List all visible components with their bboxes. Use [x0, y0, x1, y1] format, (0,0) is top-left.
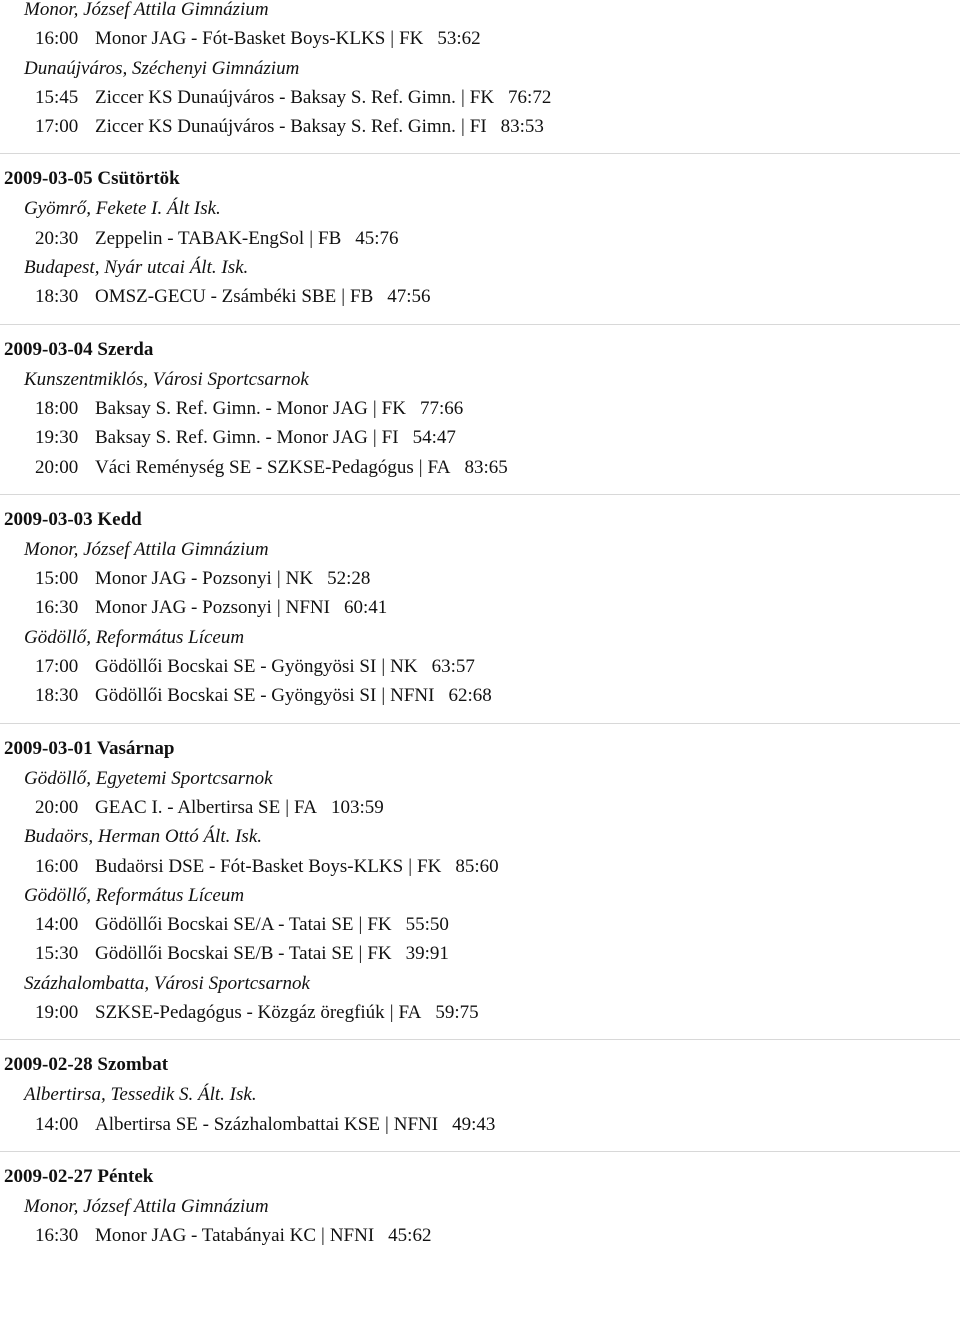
venue-name: Gödöllő, Egyetemi Sportcsarnok	[24, 767, 273, 789]
separator: |	[389, 1002, 394, 1024]
game-category: FK	[417, 855, 442, 877]
game-row	[35, 282, 960, 311]
game-teams: Ziccer KS Dunaújváros - Baksay S. Ref. Gimn.	[95, 86, 456, 108]
game-category: FI	[469, 116, 487, 138]
game-row	[35, 793, 960, 822]
day-date-heading: 2009-03-03 Kedd	[4, 508, 142, 530]
game-row	[35, 224, 960, 253]
day-date-heading: 2009-02-27 Péntek	[4, 1165, 154, 1187]
game-time: 18:30	[35, 286, 79, 308]
game-score: 47:56	[387, 286, 431, 308]
separator: |	[460, 116, 465, 138]
game-category: FA	[427, 456, 451, 478]
day-section	[0, 164, 960, 311]
separator: |	[285, 796, 290, 818]
game-category: NFNI	[393, 1113, 439, 1135]
game-row	[35, 1110, 960, 1139]
game-category: FK	[399, 28, 424, 50]
game-time: 14:00	[35, 1113, 79, 1135]
separator: |	[408, 855, 413, 877]
game-score: 52:28	[327, 568, 371, 590]
game-score: 59:75	[435, 1002, 479, 1024]
day-section	[0, 1050, 960, 1139]
game-category: NFNI	[285, 597, 330, 619]
day-section	[0, 0, 960, 141]
game-teams: SZKSE-Pedagógus - Közgáz öregfiúk	[95, 1002, 385, 1024]
game-teams: Gödöllői Bocskai SE - Gyöngyösi SI	[95, 685, 377, 707]
game-time: 16:00	[35, 855, 79, 877]
game-row	[35, 939, 960, 968]
game-row	[35, 593, 960, 622]
day-divider	[0, 1151, 960, 1152]
day-section	[0, 734, 960, 1028]
game-teams: Ziccer KS Dunaújváros - Baksay S. Ref. Gimn.	[95, 116, 456, 138]
game-row	[35, 112, 960, 141]
game-category: NK	[390, 656, 418, 678]
game-score: 55:50	[405, 914, 449, 936]
venue-name: Gyömrő, Fekete I. Ált Isk.	[24, 198, 221, 220]
venue-name: Monor, József Attila Gimnázium	[24, 538, 269, 560]
day-section	[0, 335, 960, 482]
game-row	[35, 681, 960, 710]
game-score: 54:47	[412, 427, 456, 449]
game-score: 77:66	[419, 397, 464, 419]
game-teams: Budaörsi DSE - Fót-Basket Boys-KLKS	[95, 855, 404, 877]
separator: |	[309, 227, 314, 249]
separator: |	[276, 597, 281, 619]
day-date-heading: 2009-03-05 Csütörtök	[4, 168, 180, 190]
game-time: 16:30	[35, 597, 79, 619]
game-category: FK	[367, 914, 392, 936]
game-row	[35, 423, 960, 452]
game-time: 20:00	[35, 456, 79, 478]
game-score: 85:60	[455, 855, 499, 877]
game-category: NFNI	[390, 685, 435, 707]
game-row	[35, 852, 960, 881]
venue-name: Budaörs, Herman Ottó Ált. Isk.	[24, 826, 263, 848]
separator: |	[381, 656, 386, 678]
separator: |	[460, 86, 465, 108]
game-row	[35, 24, 960, 53]
day-date-heading: 2009-02-28 Szombat	[4, 1054, 169, 1076]
game-teams: Albertirsa SE - Százhalombattai KSE	[95, 1113, 380, 1135]
game-row	[35, 652, 960, 681]
game-row	[35, 910, 960, 939]
game-teams: Baksay S. Ref. Gimn. - Monor JAG	[95, 397, 368, 419]
game-category: FK	[469, 86, 495, 108]
game-category: FK	[381, 397, 406, 419]
game-row	[35, 394, 960, 423]
game-score: 103:59	[330, 796, 384, 818]
game-score: 39:91	[405, 943, 449, 965]
game-teams: OMSZ-GECU - Zsámbéki SBE	[95, 286, 337, 308]
game-category: FA	[294, 796, 317, 818]
venue-name: Kunszentmiklós, Városi Sportcsarnok	[24, 368, 309, 390]
game-category: FB	[318, 227, 342, 249]
game-time: 20:30	[35, 227, 79, 249]
game-score: 49:43	[452, 1113, 496, 1135]
game-score: 45:62	[388, 1225, 432, 1247]
game-score: 83:65	[464, 456, 508, 478]
separator: |	[276, 568, 281, 590]
separator: |	[418, 456, 423, 478]
game-score: 62:68	[448, 685, 492, 707]
game-time: 17:00	[35, 656, 79, 678]
game-row	[35, 83, 960, 112]
game-time: 19:30	[35, 427, 79, 449]
game-category: FA	[398, 1002, 422, 1024]
game-teams: Monor JAG - Pozsonyi	[95, 568, 272, 590]
game-row	[35, 453, 960, 482]
separator: |	[341, 286, 345, 308]
venue-name: Budapest, Nyár utcai Ált. Isk.	[24, 257, 249, 279]
game-score: 83:53	[500, 116, 544, 138]
game-time: 14:00	[35, 914, 79, 936]
separator: |	[372, 397, 377, 419]
day-section	[0, 505, 960, 711]
game-time: 18:00	[35, 397, 79, 419]
venue-name: Albertirsa, Tessedik S. Ált. Isk.	[24, 1084, 257, 1106]
game-time: 18:30	[35, 685, 79, 707]
separator: |	[381, 685, 386, 707]
game-teams: Zeppelin - TABAK-EngSol	[95, 227, 305, 249]
venue-name: Gödöllő, Református Líceum	[24, 884, 245, 906]
game-score: 45:76	[355, 227, 399, 249]
game-teams: Monor JAG - Tatabányai KC	[95, 1225, 317, 1247]
day-section	[0, 1162, 960, 1251]
game-row	[35, 564, 960, 593]
game-category: FK	[367, 943, 392, 965]
day-divider	[0, 723, 960, 724]
game-category: NFNI	[329, 1225, 375, 1247]
separator: |	[321, 1225, 325, 1247]
day-date-heading: 2009-03-01 Vasárnap	[4, 737, 175, 759]
game-time: 19:00	[35, 1002, 79, 1024]
game-category: NK	[285, 568, 314, 590]
game-score: 53:62	[437, 28, 481, 50]
day-divider	[0, 1039, 960, 1040]
day-divider	[0, 494, 960, 495]
game-score: 76:72	[508, 86, 552, 108]
game-category: FB	[350, 286, 374, 308]
game-score: 63:57	[431, 656, 475, 678]
venue-name: Dunaújváros, Széchenyi Gimnázium	[24, 57, 300, 79]
game-teams: Monor JAG - Fót-Basket Boys-KLKS	[95, 28, 386, 50]
separator: |	[372, 427, 377, 449]
game-teams: Gödöllői Bocskai SE - Gyöngyösi SI	[95, 656, 377, 678]
separator: |	[358, 943, 363, 965]
game-teams: GEAC I. - Albertirsa SE	[95, 796, 281, 818]
game-row	[35, 998, 960, 1027]
game-time: 16:00	[35, 28, 79, 50]
separator: |	[358, 914, 363, 936]
game-category: FI	[381, 427, 399, 449]
venue-name: Monor, József Attila Gimnázium	[24, 0, 269, 20]
game-time: 20:00	[35, 796, 79, 818]
venue-name: Monor, József Attila Gimnázium	[24, 1195, 269, 1217]
game-time: 15:45	[35, 86, 79, 108]
game-row	[35, 1221, 960, 1250]
day-date-heading: 2009-03-04 Szerda	[4, 338, 154, 360]
day-divider	[0, 324, 960, 325]
game-teams: Baksay S. Ref. Gimn. - Monor JAG	[95, 427, 368, 449]
game-time: 15:30	[35, 943, 79, 965]
game-teams: Váci Reménység SE - SZKSE-Pedagógus	[95, 456, 414, 478]
game-teams: Monor JAG - Pozsonyi	[95, 597, 272, 619]
game-teams: Gödöllői Bocskai SE/B - Tatai SE	[95, 943, 354, 965]
venue-name: Gödöllő, Református Líceum	[24, 626, 245, 648]
separator: |	[384, 1113, 389, 1135]
game-time: 16:30	[35, 1225, 79, 1247]
separator: |	[390, 28, 395, 50]
day-divider	[0, 153, 960, 154]
venue-name: Százhalombatta, Városi Sportcsarnok	[24, 972, 310, 994]
game-time: 15:00	[35, 568, 79, 590]
game-score: 60:41	[343, 597, 388, 619]
game-teams: Gödöllői Bocskai SE/A - Tatai SE	[95, 914, 354, 936]
game-time: 17:00	[35, 116, 79, 138]
